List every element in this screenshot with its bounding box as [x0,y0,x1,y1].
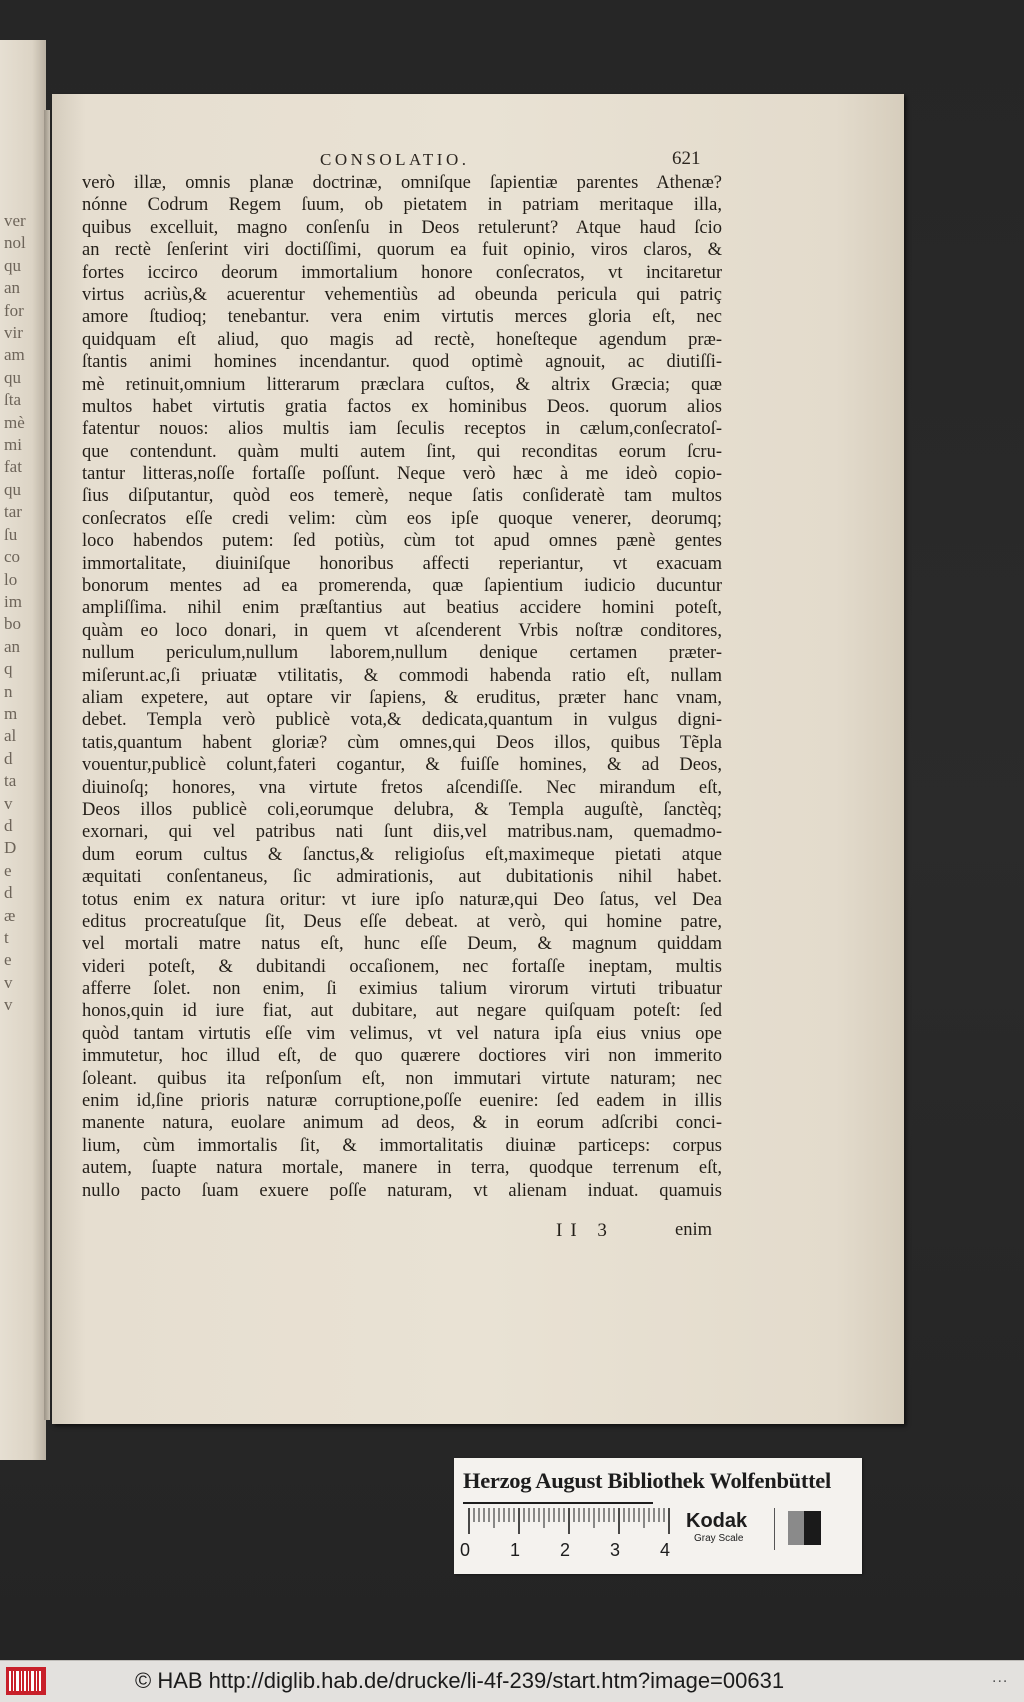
previous-page-fragment: æ [4,905,16,925]
text-line: honos,quin id iure fiat, aut dubitare, aut negare quiſquam poteſt: ſed [82,1001,722,1022]
text-line: quàm eo loco donari, in quem vt aſcenderent Vrbis noſtræ conditores, [82,620,722,641]
text-line: ampliſſima. nihil enim præſtantius aut beatius accidere homini poteſt, [82,598,722,619]
previous-page-fragment: q [4,659,13,679]
previous-page-edge [0,40,46,1460]
hab-logo-icon [6,1667,46,1695]
ruler-label-1: 1 [510,1540,521,1560]
black-swatch [804,1511,821,1545]
previous-page-fragment: v [4,995,13,1015]
previous-page-fragment: fat [4,457,22,477]
previous-page-fragment: e [4,950,12,970]
previous-page-fragment: ſta [4,390,21,410]
text-line: manente natura, euolare animum ad deos, & in eorum adſcribi conci- [82,1113,722,1134]
previous-page-fragment: n [4,681,13,701]
text-line: nullo pacto ſuam exuere poſſe naturam, vt alienam induat. quamuis [82,1180,722,1201]
previous-page-fragment: ta [4,771,17,791]
previous-page-fragment: v [4,972,13,992]
text-line: afferre ſolet. non enim, ſi eximius talium virorum virtuti tribuatur [82,979,722,1000]
previous-page-fragment: tar [4,502,22,522]
text-line: bonorum mentes ad ea promerenda, quæ ſapientium iudicio ducuntur [82,576,722,597]
library-card-title: Herzog August Bibliothek Wolfenbüttel [463,1468,831,1493]
previous-page-fragment: e [4,860,12,880]
text-line: vouentur,publicè colunt,fateri cogantur, & fuiſſe homines, & ad Deos, [82,755,722,776]
previous-page-fragment: an [4,636,21,656]
card-divider [774,1508,775,1550]
text-line: aliam expetere, aut optare vir ſapiens, & eruditus, præter hanc vnam, [82,687,722,708]
previous-page-fragment: bo [4,614,21,634]
page-gutter [44,110,50,1420]
previous-page-fragment: ver [4,211,26,230]
text-line: nónne Codrum Regem ſuum, ob pietatem in patriam meritaque illa, [82,195,722,216]
previous-page-fragment: mè [4,412,25,432]
text-line: vel mortali matre natus eſt, hunc eſſe Deum, & magnum quiddam [82,934,722,955]
text-line: conſecratos eſſe credi velim: cùm eos ipſe quoque venerer, deorumq; [82,508,722,529]
previous-page-fragment: D [4,838,17,858]
previous-page-fragment: d [4,815,13,835]
previous-page-fragments [4,210,44,1017]
previous-page-fragment: mi [4,435,22,455]
text-line: editus procreatuſque ſit, Deus eſſe debeat. at verò, qui homine patre, [82,911,722,932]
text-line: diuinoſq; honores, vna virtute fretos aſcendiſſe. Nec mirandum eſt, [82,777,722,798]
footer-link[interactable]: © HAB http://diglib.hab.de/drucke/li-4f-239/start.htm?image=00631 [135,1668,785,1693]
previous-page-fragment: co [4,547,21,567]
text-line: an rectè ſenſerint viri doctiſſimi, quorum ea fuit opinio, viros claros, & [82,240,722,261]
text-line: amore ſtudioq; tenebantur. vera enim virtutis merces gloria eſt, nec [82,307,722,328]
previous-page-fragment: d [4,748,13,768]
previous-page-fragment: al [4,726,17,746]
text-line: quòd tantam virtutis eſſe vim velimus, vt vel natura ipſa eius vnius ope [82,1023,722,1044]
previous-page-fragment: ſu [4,524,18,544]
text-line: tatis,quantum habent gloriæ? cùm omnes,qui Deos illos, quibus Tẽpla [82,732,722,753]
text-line: lium, cùm immortalis ſit, & immortalitatis diuinæ particeps: corpus [82,1135,722,1156]
text-line: ſoleant. quibus ita reſponſum eſt, non immutari virtute naturam; nec [82,1068,722,1089]
text-line: autem, ſuapte natura mortale, manere in terra, quodque terrenum eſt, [82,1158,722,1179]
previous-page-fragment: qu [4,479,21,499]
text-line: quibus excelluit, magno conſenſu in Deos retulerunt? Atque haud ſcio [82,217,722,238]
text-line: virtus acriùs,& acuerentur vehementiùs ad obeunda pericula qui patriç [82,284,722,305]
previous-page-fragment: qu [4,255,21,275]
catchword: enim [675,1220,712,1240]
text-line: loco habendos putem: ſed potiùs, cùm tot apud omnes pænè gentes [82,531,722,552]
signature-mark: II 3 [556,1220,615,1241]
text-line: fatentur nouos: alios multis iam ſeculis receptos in cælum,conſecratoſ- [82,419,722,440]
previous-page-fragment: d [4,883,13,903]
text-line: verò illæ, omnis planæ doctrinæ, omniſque ſapientiæ parentes Athenæ? [82,173,722,193]
previous-page-fragment: nol [4,233,26,253]
page-number: 621 [672,148,701,169]
previous-page-fragment: qu [4,367,21,387]
previous-page-fragment: for [4,300,24,320]
gray-swatch [788,1511,804,1545]
text-line: nullum periculum,nullum laborem,nullum denique certamen præter- [82,643,722,664]
footer-bar [0,1660,1024,1702]
text-line: immortalitate, diuiniſque honoribus affecti reperiantur, vt exacuam [82,553,722,574]
text-line: mè retinuit,omnium litterarum præclara cuſtos, & altrix Græcia; quæ [82,374,722,395]
text-line: quidquam eſt aliud, quo magis ad rectè, honeſteque agendum præ- [82,329,722,350]
ruler-label-3: 3 [610,1540,621,1560]
previous-page-fragment: lo [4,569,18,589]
running-head: CONSOLATIO. [320,150,470,169]
text-line: æquitati conſentaneus, ſic admirationis, aut dubitationis nihil habet. [82,867,722,888]
more-menu[interactable]: ... [992,1669,1009,1686]
ruler-label-2: 2 [560,1540,571,1560]
previous-page-fragment: im [4,591,22,611]
kodak-brand: Kodak [686,1510,748,1532]
ruler-label-0: 0 [460,1540,471,1560]
text-line: tantur litteras,noſſe fortaſſe poſſunt. Neque verò hæc à me ideò copio- [82,464,722,485]
previous-page-fragment: m [4,703,18,723]
text-line: dum eorum cultus & ſanctus,& religioſus eſt,maximeque pietati atque [82,844,722,865]
text-line: miſerunt.ac,ſi priuatæ vtilitatis, & commodi habenda ratio eſt, nullam [82,665,722,686]
previous-page-fragment: am [4,345,25,365]
text-line: debet. Templa verò publicè vota,& dedicata,quantum in vulgus digni- [82,710,722,731]
previous-page-fragment: t [4,928,9,947]
text-line: exornari, qui vel patribus nati ſunt diis,vel matribus.nam, quemadmo- [82,822,722,843]
text-line: totus enim ex natura oritur: vt iure ipſo naturæ,qui Deo ſatus, vel Dea [82,889,722,910]
text-line: multos habet virtutis gratia factos ex hominibus Deos. quorum alios [82,396,722,417]
scale-ruler [463,1504,675,1534]
text-line: ſius diſputantur, quòd eos temerè, neque ſatis conſideratè tam multos [82,486,722,507]
ruler-label-4: 4 [660,1540,671,1560]
body-text [82,172,722,1202]
previous-page-fragment: v [4,793,13,813]
text-line: enim id,ſine prioris naturæ corruptione,poſſe euenire: ſed eadem in illis [82,1091,722,1112]
text-line: immutetur, hoc illud eſt, de quo quærere doctiores viri non immerito [82,1046,722,1067]
text-line: Deos illos publicè coli,eorumque delubra, & Templa auguſtè, ſanctèq; [82,799,722,820]
previous-page-fragment: an [4,278,21,298]
text-line: videri poteſt, & dubitandi occaſionem, nec fortaſſe ineptam, multis [82,956,722,977]
text-line: fortes iccirco deorum immortalium honore conſecratos, vt incitaretur [82,262,722,283]
previous-page-fragment: vir [4,323,23,343]
library-color-card [454,1458,862,1574]
text-line: que contendunt. quàm multi autem ſint, qui reconditas eorum ſcru- [82,441,722,462]
text-line: ſtantis animi homines incendantur. quod optimè agnouit, ac diutiſſi- [82,352,722,373]
kodak-gray-scale-label: Gray Scale [694,1533,744,1544]
